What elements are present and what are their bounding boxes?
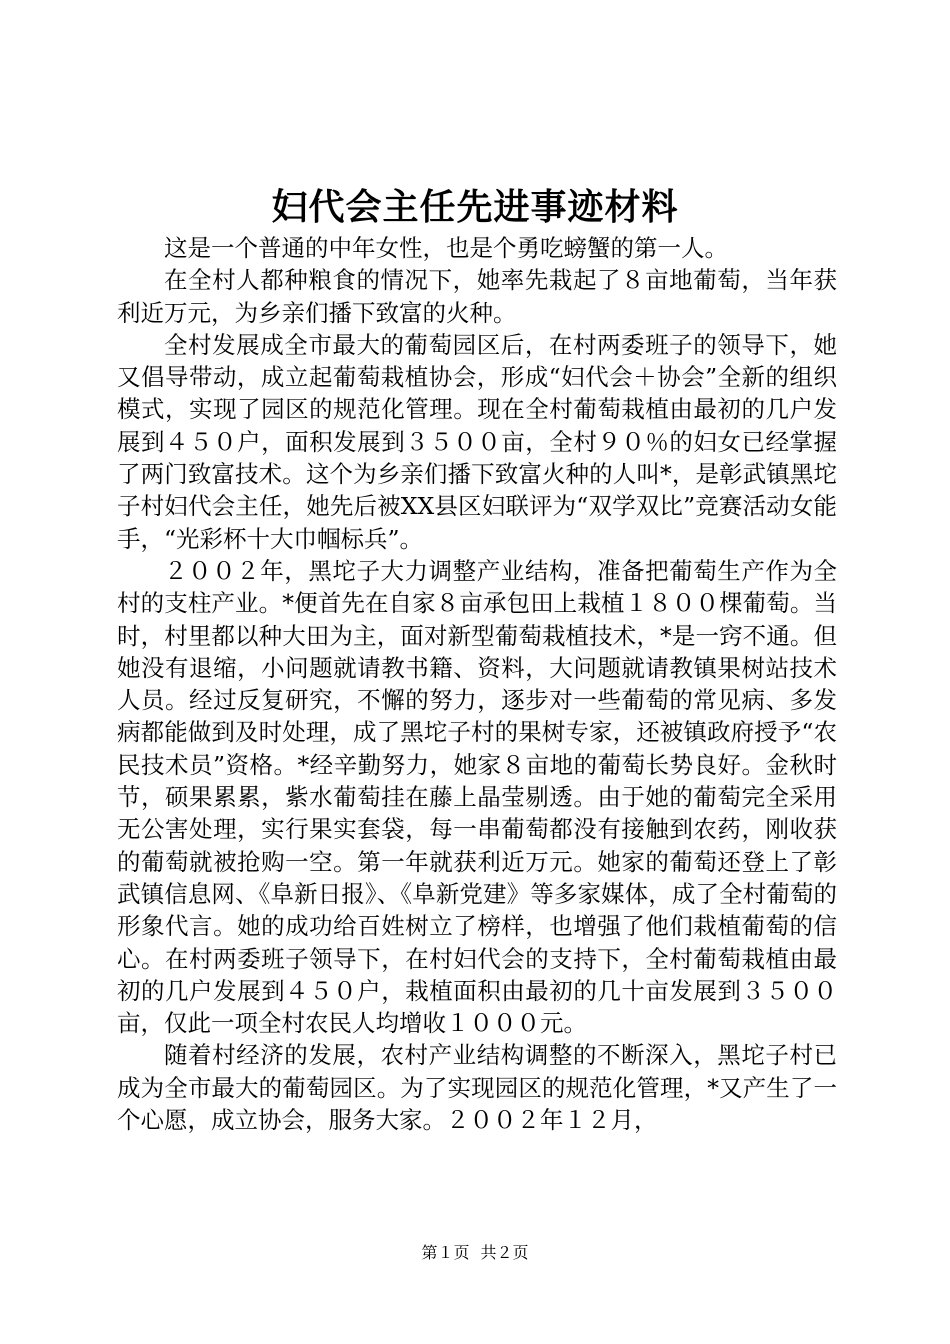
- page-total: 共２页: [480, 1243, 529, 1262]
- document-title: 妇代会主任先进事迹材料: [271, 186, 679, 228]
- page-footer: [0, 1242, 950, 1264]
- document-body: [117, 232, 837, 1136]
- paragraph-3: 全村发展成全市最大的葡萄园区后，在村两委班子的领导下，她又倡导带动，成立起葡萄栽植协会，形成“妇代会＋协会”全新的组织模式，实现了园区的规范化管理。现在全村葡萄栽植由最初的几户发展到４５０户，面积发展到３５００亩，全村９０％的妇女已经掌握了两门致富技术。这个为乡亲们播下致富火种的人叫*，是彰武镇黑坨子村妇代会主任，她先后被XX县区妇联评为“双学双比”竞赛活动女能手，“光彩杯十大巾帼标兵”。: [117, 330, 837, 553]
- paragraph-2: 在全村人都种粮食的情况下，她率先栽起了８亩地葡萄，当年获利近万元，为乡亲们播下致富的火种。: [117, 266, 837, 327]
- paragraph-1: 这是一个普通的中年女性，也是个勇吃螃蟹的第一人。: [164, 234, 728, 262]
- paragraph-4: ２００２年，黑坨子大力调整产业结构，准备把葡萄生产作为全村的支柱产业。*便首先在自家８亩承包田上栽植１８００棵葡萄。当时，村里都以种大田为主，面对新型葡萄栽植技术，*是一窍不通。但她没有退缩，小问题就请教书籍、资料，大问题就请教镇果树站技术人员。经过反复研究，不懈的努力，逐步对一些葡萄的常见病、多发病都能做到及时处理，成了黑坨子村的果树专家，还被镇政府授予“农民技术员”资格。*经辛勤努力，她家８亩地的葡萄长势良好。金秋时节，硕果累累，紫水葡萄挂在藤上晶莹剔透。由于她的葡萄完全采用无公害处理，实行果实套袋，每一串葡萄都没有接触到农药，刚收获的葡萄就被抢购一空。第一年就获利近万元。她家的葡萄还登上了彰武镇信息网、《阜新日报》、《阜新党建》等多家媒体，成了全村葡萄的形象代言。她的成功给百姓树立了榜样，也增强了他们栽植葡萄的信心。在村两委班子领导下，在村妇代会的支持下，全村葡萄栽植由最初的几户发展到４５０户，栽植面积由最初的几十亩发展到３５００亩，仅此一项全村农民人均增收１０００元。: [117, 556, 837, 1038]
- paragraph-5: 随着村经济的发展，农村产业结构调整的不断深入，黑坨子村已成为全市最大的葡萄园区。为了实现园区的规范化管理，*又产生了一个心愿，成立协会，服务大家。２００２年１２月，: [117, 1041, 837, 1135]
- page-number: 第１页: [421, 1243, 470, 1262]
